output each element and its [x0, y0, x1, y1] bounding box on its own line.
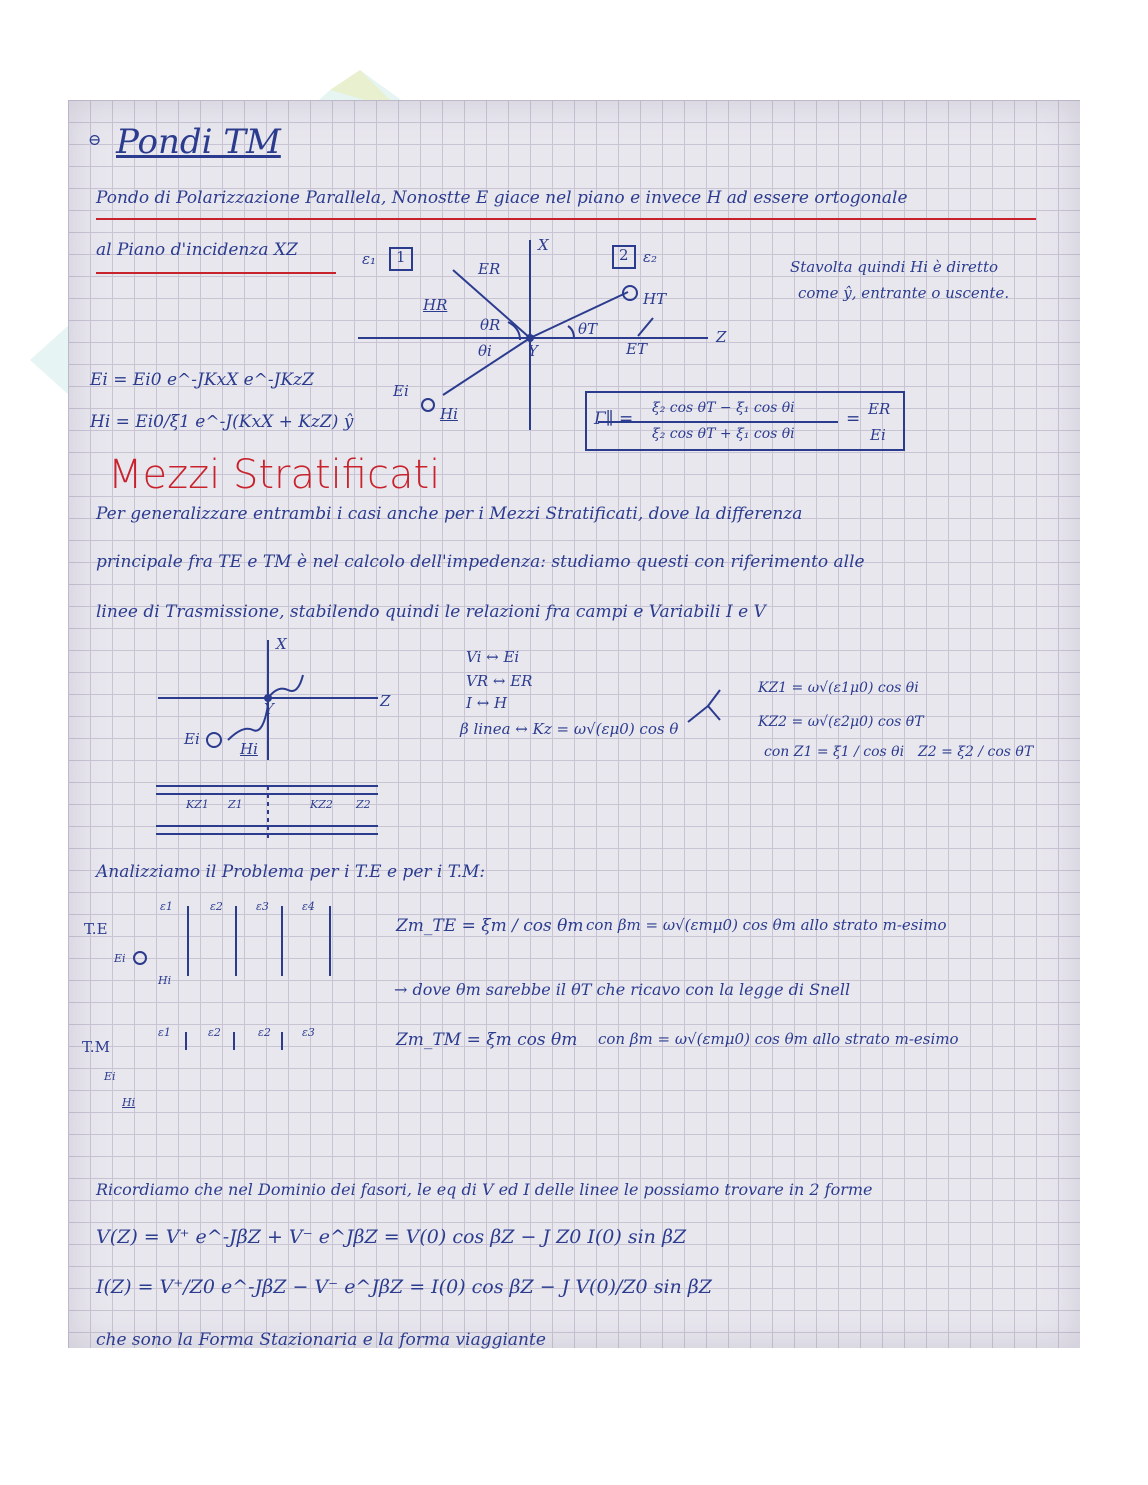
tm-layer-4: ε3 [302, 1026, 315, 1039]
section4-paragraph-1: Ricordiamo che nel Dominio dei fasori, le eq di V ed I delle linee le possiamo trovare in 2 forme [96, 1180, 873, 1199]
tm-layer-2: ε2 [208, 1026, 221, 1039]
medium-1-label: ε₁ [362, 250, 377, 268]
axis-z-label: Z [716, 328, 727, 346]
mapping-I-H: I ↔ H [466, 694, 508, 712]
tm-layer-3: ε2 [258, 1026, 271, 1039]
te-layer-1: ε1 [160, 900, 173, 913]
page-title: Pondi TM [116, 122, 281, 162]
kz1-formula: KZ1 = ω√(ε1μ0) cos θi [758, 680, 919, 696]
kz2-formula: KZ2 = ω√(ε2μ0) cos θT [758, 714, 924, 730]
formula-Hi: Hi = Ei0/ξ1 e^-J(KxX + KzZ) ŷ [90, 412, 354, 432]
te-layer-4: ε4 [302, 900, 315, 913]
section-title-mezzi-stratificati: Mezzi Stratificati [108, 452, 441, 498]
gamma-numerator: ξ₂ cos θT − ξ₁ cos θi [652, 400, 795, 416]
axis-y-label: Y [528, 342, 538, 360]
transmitted-H-label: HT [643, 290, 667, 308]
current-equation: I(Z) = V⁺/Z0 e^-JβZ − V⁻ e^JβZ = I(0) cos βZ − J V(0)/Z0 sin βZ [96, 1276, 712, 1298]
tm-E-label: Ei [104, 1070, 116, 1083]
theta-R-label: θR [480, 316, 501, 334]
axis-x2-label: X [276, 635, 287, 653]
gamma-rhs-numerator: ER [868, 400, 891, 418]
side-note-1: Stavolta quindi Hi è diretto [790, 258, 999, 276]
gamma-rhs-denominator: Ei [870, 426, 886, 444]
side-note-2: come ŷ, entrante o uscente. [798, 284, 1010, 302]
incident-H-label: Hi [440, 405, 458, 423]
te-H-label: Hi [158, 974, 172, 987]
reflected-E-label: ER [478, 260, 501, 278]
tm-impedance-formula: Zm_TM = ξm cos θm [396, 1030, 578, 1050]
snell-note: → dove θm sarebbe il θT che ricavo con la legge di Snell [394, 980, 851, 999]
incident-H2-label: Hi [240, 740, 258, 758]
gamma-lhs: Γ∥ = [594, 409, 634, 429]
te-beta-formula: con βm = ω√(εmμ0) cos θm allo strato m-esimo [586, 916, 947, 934]
gamma-denominator: ξ₂ cos θT + ξ₁ cos θi [652, 426, 795, 442]
axis-y2-label: Y [264, 700, 274, 718]
section2-paragraph-1: Per generalizzare entrambi i casi anche per i Mezzi Stratificati, dove la differenza [96, 504, 803, 524]
te-impedance-formula: Zm_TE = ξm / cos θm [396, 916, 584, 936]
tm-beta-formula: con βm = ω√(εmμ0) cos θm allo strato m-esimo [598, 1030, 959, 1048]
Z2-label: Z2 [356, 798, 371, 811]
section2-paragraph-2: principale fra TE e TM è nel calcolo dell'impedenza: studiamo questi con riferimento alle [96, 552, 865, 572]
box-1-label: 1 [396, 248, 406, 266]
notebook-page [68, 100, 1080, 1348]
mapping-beta-kz: β linea ↔ Kz = ω√(εμ0) cos θ [460, 720, 679, 738]
section3-intro: Analizziamo il Problema per i T.E e per i T.M: [96, 862, 486, 882]
reflected-H-label: HR [423, 296, 448, 314]
te-label: T.E [84, 920, 108, 938]
mapping-V-E: Vi ↔ Ei [466, 648, 520, 666]
z1-formula: con Z1 = ξ1 / cos θi [764, 744, 905, 760]
tm-label: T.M [82, 1038, 110, 1056]
axis-x-label: X [538, 236, 549, 254]
voltage-equation: V(Z) = V⁺ e^-JβZ + V⁻ e^JβZ = V(0) cos βZ − J Z0 I(0) sin βZ [96, 1226, 687, 1248]
theta-i-label: θi [478, 342, 492, 360]
K1-label: KZ1 [186, 798, 209, 811]
transmitted-E-label: ET [626, 340, 647, 358]
K2-label: KZ2 [310, 798, 333, 811]
te-layer-2: ε2 [210, 900, 223, 913]
incident-E-label: Ei [393, 382, 409, 400]
section4-paragraph-2: che sono la Forma Stazionaria e la forma viaggiante [96, 1330, 546, 1350]
theta-T-label: θT [578, 320, 598, 338]
tm-layer-1: ε1 [158, 1026, 171, 1039]
intro-line-1: Pondo di Polarizzazione Parallela, Nonostte E giace nel piano e invece H ad essere ortogonale [96, 188, 908, 208]
z2-formula: Z2 = ξ2 / cos θT [918, 744, 1034, 760]
Z1-label: Z1 [228, 798, 243, 811]
intro-line-2: al Piano d'incidenza XZ [96, 240, 298, 260]
medium-2-label: ε₂ [643, 248, 658, 266]
bullet-icon: ⊖ [88, 130, 102, 149]
formula-Ei: Ei = Ei0 e^-JKxX e^-JKzZ [90, 370, 314, 390]
gamma-equals: = [846, 409, 861, 429]
tm-H-label: Hi [122, 1096, 136, 1109]
mapping-VR-ER: VR ↔ ER [466, 672, 533, 690]
axis-z2-label: Z [380, 692, 391, 710]
incident-E2-label: Ei [184, 730, 200, 748]
te-E-label: Ei [114, 952, 126, 965]
section2-paragraph-3: linee di Trasmissione, stabilendo quindi le relazioni fra campi e Variabili I e V [96, 602, 766, 622]
box-2-label: 2 [619, 246, 629, 264]
te-layer-3: ε3 [256, 900, 269, 913]
